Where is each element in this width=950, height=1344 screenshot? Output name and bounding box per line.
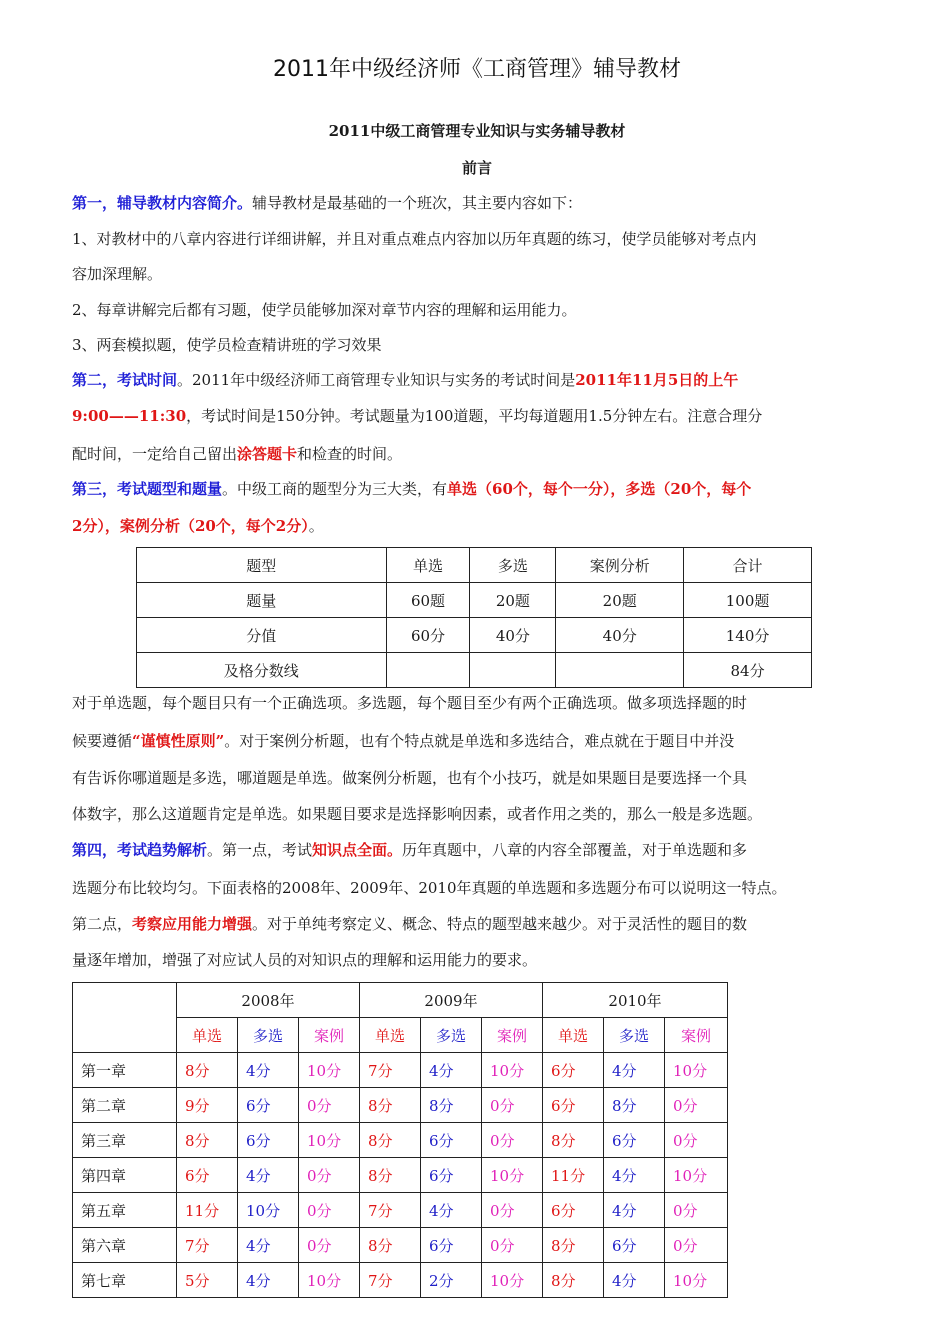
case-analysis-score: 10分 <box>299 1123 360 1158</box>
exam-time: 9:00——11:30 <box>72 407 187 425</box>
table-cell: 20题 <box>470 583 556 618</box>
year-header-cell: 2008年 <box>177 983 360 1018</box>
multiple-choice-score: 10分 <box>238 1193 299 1228</box>
multiple-choice-score: 4分 <box>238 1158 299 1193</box>
table-row <box>73 1123 728 1158</box>
table-header-cell: 题型 <box>137 548 387 583</box>
multiple-choice-score: 6分 <box>604 1228 665 1263</box>
table-row <box>73 1053 728 1088</box>
multiple-choice-score: 8分 <box>604 1088 665 1123</box>
section2-line2 <box>72 406 762 428</box>
table-cell <box>386 653 470 688</box>
case-analysis-score: 0分 <box>482 1228 543 1263</box>
chapter-label: 第五章 <box>73 1193 177 1228</box>
multiple-choice-score: 2分 <box>421 1263 482 1298</box>
type-header-single: 单选 <box>543 1018 604 1053</box>
case-analysis-score: 10分 <box>299 1263 360 1298</box>
section1-item3: 3、两套模拟题，使学员检查精讲班的学习效果 <box>72 336 382 354</box>
case-analysis-score: 0分 <box>482 1123 543 1158</box>
case-analysis-score: 0分 <box>665 1193 728 1228</box>
section2-text4: 和检查的时间。 <box>297 445 403 463</box>
section1-heading: 第一，辅导教材内容简介。 <box>72 194 253 212</box>
section1-intro-line <box>72 193 582 215</box>
case-analysis-score: 10分 <box>482 1263 543 1298</box>
application-ability-highlight: 考察应用能力增强 <box>132 915 253 933</box>
single-choice-score: 8分 <box>360 1158 421 1193</box>
table-header-row <box>137 548 812 583</box>
section2-line3 <box>72 444 402 466</box>
single-choice-score: 7分 <box>177 1228 238 1263</box>
type-header-case: 案例 <box>299 1018 360 1053</box>
chapter-label: 第七章 <box>73 1263 177 1298</box>
section4-text1: 。第一点，考试 <box>207 841 313 859</box>
chapter-label: 第六章 <box>73 1228 177 1263</box>
question-types-highlight2: 2分），案例分析（20个，每个2分） <box>72 517 309 535</box>
section4-heading: 第四，考试趋势解析 <box>72 841 208 859</box>
table-row <box>73 1193 728 1228</box>
type-header-single: 单选 <box>177 1018 238 1053</box>
case-analysis-score: 10分 <box>665 1053 728 1088</box>
multiple-choice-score: 4分 <box>604 1263 665 1298</box>
multiple-choice-score: 4分 <box>604 1053 665 1088</box>
exam-date: 2011年11月5日的上午 <box>575 371 739 389</box>
table-row <box>73 1263 728 1298</box>
case-analysis-score: 0分 <box>665 1088 728 1123</box>
case-analysis-score: 0分 <box>665 1123 728 1158</box>
case-analysis-score: 10分 <box>482 1158 543 1193</box>
section2-heading: 第二，考试时间 <box>72 371 178 389</box>
foreword-heading: 前言 <box>461 159 492 177</box>
table-cell: 100题 <box>684 583 812 618</box>
section2-line1 <box>72 370 738 392</box>
single-choice-score: 8分 <box>177 1123 238 1158</box>
paragraph-text2b: 。对于案例分析题，也有个特点就是单选和多选结合，难点就在于题目中并没 <box>224 732 735 750</box>
single-choice-score: 7分 <box>360 1053 421 1088</box>
table-cell: 及格分数线 <box>137 653 387 688</box>
table-header-cell: 单选 <box>386 548 470 583</box>
multiple-choice-score: 4分 <box>604 1158 665 1193</box>
single-choice-score: 8分 <box>177 1053 238 1088</box>
single-choice-score: 8分 <box>543 1123 604 1158</box>
score-distribution-table <box>72 982 728 1298</box>
year-header-row <box>73 983 728 1018</box>
section3-heading: 第三，考试题型和题量 <box>72 480 223 498</box>
prudence-principle-highlight: “谨慎性原则” <box>132 732 225 750</box>
paragraph-text2a: 候要遵循 <box>72 732 133 750</box>
case-analysis-score: 0分 <box>665 1228 728 1263</box>
case-analysis-score: 0分 <box>482 1088 543 1123</box>
knowledge-coverage-highlight: 知识点全面。 <box>312 841 403 859</box>
multiple-choice-score: 6分 <box>421 1158 482 1193</box>
section1-item1-line2: 容加深理解。 <box>72 265 163 283</box>
table-cell: 分值 <box>137 618 387 653</box>
section3-line1 <box>72 479 751 501</box>
chapter-label: 第四章 <box>73 1158 177 1193</box>
single-choice-score: 8分 <box>360 1123 421 1158</box>
section1-item2: 2、每章讲解完后都有习题，使学员能够加深对章节内容的理解和运用能力。 <box>72 301 577 319</box>
section1-item1-line1: 1、对教材中的八章内容进行详细讲解，并且对重点难点内容加以历年真题的练习，使学员能够对考点内 <box>72 230 757 248</box>
type-header-case: 案例 <box>665 1018 728 1053</box>
section2-text1: 。2011年中级经济师工商管理专业知识与实务的考试时间是 <box>177 371 576 389</box>
table-row <box>73 1158 728 1193</box>
table-row <box>137 583 812 618</box>
section3-text2: 。 <box>308 517 324 535</box>
case-analysis-score: 0分 <box>482 1193 543 1228</box>
table-cell <box>556 653 684 688</box>
multiple-choice-score: 4分 <box>238 1228 299 1263</box>
table-header-cell: 多选 <box>470 548 556 583</box>
single-choice-score: 7分 <box>360 1193 421 1228</box>
type-header-multiple: 多选 <box>238 1018 299 1053</box>
multiple-choice-score: 4分 <box>604 1193 665 1228</box>
score-table-body <box>73 1053 728 1298</box>
paragraph-line2 <box>72 731 734 753</box>
table-row <box>73 1088 728 1123</box>
multiple-choice-score: 6分 <box>421 1228 482 1263</box>
case-analysis-score: 10分 <box>482 1053 543 1088</box>
corner-cell <box>73 983 177 1053</box>
multiple-choice-score: 4分 <box>238 1053 299 1088</box>
type-header-single: 单选 <box>360 1018 421 1053</box>
single-choice-score: 8分 <box>543 1228 604 1263</box>
table-row <box>137 618 812 653</box>
case-analysis-score: 10分 <box>299 1053 360 1088</box>
chapter-label: 第三章 <box>73 1123 177 1158</box>
table-cell: 84分 <box>684 653 812 688</box>
paragraph-line4: 体数字，那么这道题肯定是单选。如果题目要求是选择影响因素，或者作用之类的，那么一般是多选题。 <box>72 805 763 823</box>
section4-text2: 历年真题中，八章的内容全部覆盖，对于单选题和多 <box>402 841 748 859</box>
single-choice-score: 11分 <box>177 1193 238 1228</box>
section2-text3: 配时间，一定给自己留出 <box>72 445 238 463</box>
multiple-choice-score: 6分 <box>238 1088 299 1123</box>
case-analysis-score: 0分 <box>299 1158 360 1193</box>
multiple-choice-score: 4分 <box>421 1053 482 1088</box>
single-choice-score: 6分 <box>543 1053 604 1088</box>
section4-text3b: 。对于单纯考察定义、概念、特点的题型越来越少。对于灵活性的题目的数 <box>252 915 748 933</box>
paragraph-line3: 有告诉你哪道题是多选，哪道题是单选。做案例分析题，也有个小技巧，就是如果题目是要选择一个具 <box>72 769 748 787</box>
year-header-cell: 2009年 <box>360 983 543 1018</box>
section4-text3a: 第二点， <box>72 915 133 933</box>
multiple-choice-score: 6分 <box>238 1123 299 1158</box>
section1-intro: 辅导教材是最基础的一个班次，其主要内容如下： <box>252 194 583 212</box>
single-choice-score: 6分 <box>543 1193 604 1228</box>
single-choice-score: 9分 <box>177 1088 238 1123</box>
single-choice-score: 5分 <box>177 1263 238 1298</box>
section4-line4: 量逐年增加，增强了对应试人员的对知识点的理解和运用能力的要求。 <box>72 951 538 969</box>
multiple-choice-score: 4分 <box>421 1193 482 1228</box>
table-cell: 40分 <box>470 618 556 653</box>
section4-line3 <box>72 914 747 936</box>
table-cell: 60分 <box>386 618 470 653</box>
case-analysis-score: 10分 <box>665 1263 728 1298</box>
table-cell: 60题 <box>386 583 470 618</box>
section4-line2: 选题分布比较均匀。下面表格的2008年、2009年、2010年真题的单选题和多选题分布可以说明这一特点。 <box>72 879 787 897</box>
type-header-case: 案例 <box>482 1018 543 1053</box>
document-subtitle: 2011中级工商管理专业知识与实务辅导教材 <box>328 122 626 140</box>
multiple-choice-score: 8分 <box>421 1088 482 1123</box>
paragraph-line1: 对于单选题，每个题目只有一个正确选项。多选题，每个题目至少有两个正确选项。做多项选择题的时 <box>72 694 748 712</box>
section3-line2 <box>72 516 324 538</box>
type-header-multiple: 多选 <box>604 1018 665 1053</box>
chapter-label: 第一章 <box>73 1053 177 1088</box>
table-cell: 140分 <box>684 618 812 653</box>
case-analysis-score: 10分 <box>665 1158 728 1193</box>
table-cell: 40分 <box>556 618 684 653</box>
year-header-cell: 2010年 <box>543 983 728 1018</box>
single-choice-score: 8分 <box>543 1263 604 1298</box>
table-row <box>137 653 812 688</box>
answer-card-highlight: 涂答题卡 <box>237 445 298 463</box>
question-type-table <box>136 547 812 688</box>
multiple-choice-score: 4分 <box>238 1263 299 1298</box>
multiple-choice-score: 6分 <box>421 1123 482 1158</box>
table-row <box>73 1228 728 1263</box>
section2-text2: ，考试时间是150分钟。考试题量为100道题，平均每道题用1.5分钟左右。注意合理分 <box>186 407 763 425</box>
chapter-label: 第二章 <box>73 1088 177 1123</box>
table-cell: 20题 <box>556 583 684 618</box>
section3-text1: 。中级工商的题型分为三大类，有 <box>222 480 448 498</box>
question-types-highlight1: 单选（60个，每个一分），多选（20个，每个 <box>447 480 752 498</box>
case-analysis-score: 0分 <box>299 1193 360 1228</box>
type-header-multiple: 多选 <box>421 1018 482 1053</box>
single-choice-score: 8分 <box>360 1088 421 1123</box>
single-choice-score: 8分 <box>360 1228 421 1263</box>
single-choice-score: 6分 <box>543 1088 604 1123</box>
document-title: 2011年中级经济师《工商管理》辅导教材 <box>273 57 681 82</box>
table-cell: 题量 <box>137 583 387 618</box>
table-header-cell: 案例分析 <box>556 548 684 583</box>
section4-line1 <box>72 840 747 862</box>
table-cell <box>470 653 556 688</box>
case-analysis-score: 0分 <box>299 1088 360 1123</box>
multiple-choice-score: 6分 <box>604 1123 665 1158</box>
single-choice-score: 6分 <box>177 1158 238 1193</box>
single-choice-score: 7分 <box>360 1263 421 1298</box>
single-choice-score: 11分 <box>543 1158 604 1193</box>
case-analysis-score: 0分 <box>299 1228 360 1263</box>
table-header-cell: 合计 <box>684 548 812 583</box>
